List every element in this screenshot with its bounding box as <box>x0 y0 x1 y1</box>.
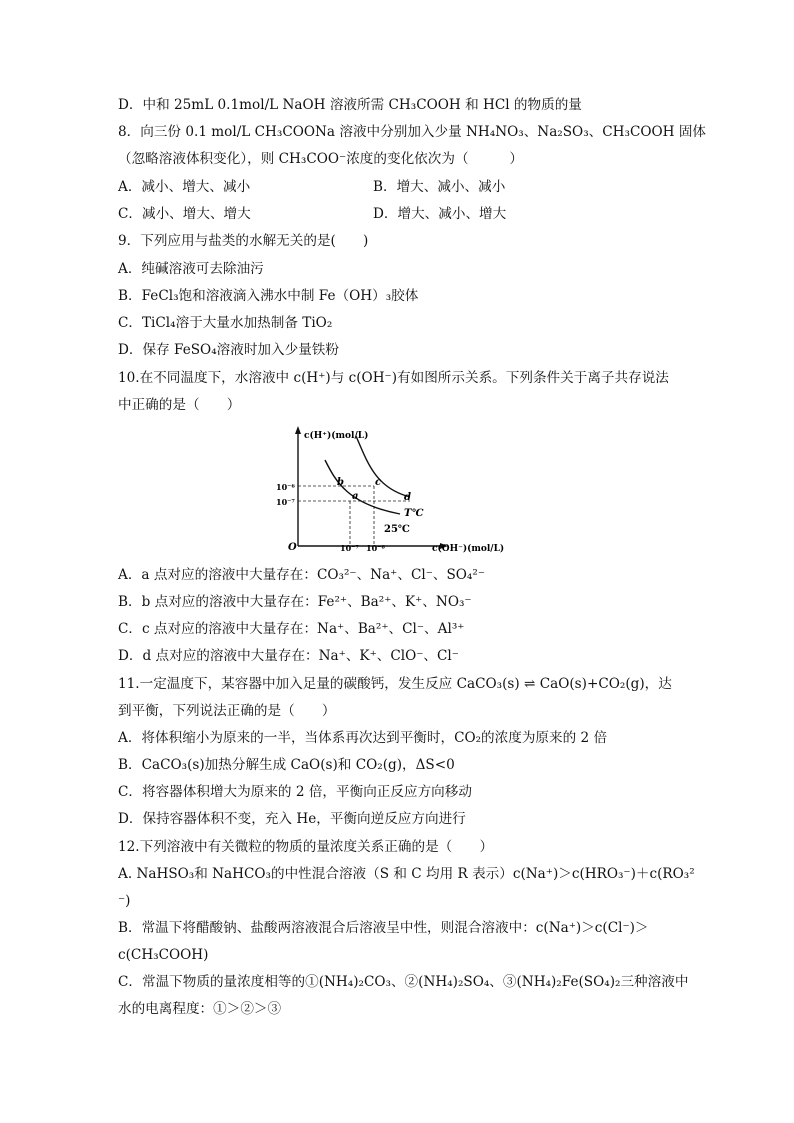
q9-option-a: A．纯碱溶液可去除油污 <box>118 261 264 277</box>
y-axis-arrow <box>295 426 301 434</box>
q11-option-d: D．保持容器体积不变，充入 He，平衡向逆反应方向进行 <box>118 811 466 827</box>
water-ionization-figure <box>270 422 525 554</box>
y-axis-label: c(H⁺)(mol/L) <box>304 431 369 441</box>
q10-option-a: A．a 点对应的溶液中大量存在：CO₃²⁻、Na⁺、Cl⁻、SO₄²⁻ <box>118 567 485 583</box>
q10-stem-line2: 中正确的是（ ） <box>118 397 241 413</box>
x-tick-2: 10⁻⁶ <box>366 543 385 553</box>
q8-option-a: A．减小、增大、减小 <box>118 179 251 195</box>
q9-option-d: D．保存 FeSO₄溶液时加入少量铁粉 <box>118 342 339 358</box>
q8-option-d: D．增大、减小、增大 <box>373 206 507 222</box>
q8-stem-line1: 8．向三份 0.1 mol/L CH₃COONa 溶液中分别加入少量 NH₄NO₃、Na₂SO₃、CH₃COOH 固体 <box>118 124 707 140</box>
point-d-label: d <box>404 492 411 503</box>
q12-option-c-line2: 水的电离程度：①＞②＞③ <box>118 1001 282 1017</box>
q9-option-c: C．TiCl₄溶于大量水加热制备 TiO₂ <box>118 315 333 331</box>
point-a-label: a <box>352 491 359 502</box>
q11-option-a: A．将体积缩小为原来的一半，当体系再次达到平衡时，CO₂的浓度为原来的 2 倍 <box>118 730 608 746</box>
point-c-label: c <box>375 477 382 488</box>
q7-option-d: D．中和 25mL 0.1mol/L NaOH 溶液所需 CH₃COOH 和 HCl 的物质的量 <box>118 97 582 113</box>
point-b-label: b <box>337 477 344 488</box>
q12-option-c-line1: C．常温下物质的量浓度相等的①(NH₄)₂CO₃、②(NH₄)₂SO₄、③(NH₄)₂Fe(SO₄)₂三种溶液中 <box>118 974 689 990</box>
q8-stem-line2: （忽略溶液体积变化），则 CH₃COO⁻浓度的变化依次为（ ） <box>118 151 523 167</box>
x-axis-label: c(OH⁻)(mol/L) <box>432 544 505 554</box>
q10-option-c: C．c 点对应的溶液中大量存在：Na⁺、Ba²⁺、Cl⁻、Al³⁺ <box>118 621 465 637</box>
q11-option-b: B．CaCO₃(s)加热分解生成 CaO(s)和 CO₂(g)，ΔS<0 <box>118 757 455 773</box>
origin-label: O <box>288 542 297 553</box>
q12-option-b-line1: B．常温下将醋酸钠、盐酸两溶液混合后溶液呈中性，则混合溶液中：c(Na⁺)＞c(Cl⁻)＞ <box>118 920 649 936</box>
q8-option-c: C．减小、增大、增大 <box>118 206 251 222</box>
q10-option-d: D．d 点对应的溶液中大量存在：Na⁺、K⁺、ClO⁻、Cl⁻ <box>118 648 459 664</box>
curve-25-label: 25℃ <box>384 524 410 535</box>
q12-stem: 12.下列溶液中有关微粒的物质的量浓度关系正确的是（ ） <box>118 839 494 855</box>
q10-stem-line1: 10.在不同温度下，水溶液中 c(H⁺)与 c(OH⁻)有如图所示关系。下列条件关于离子共存说法 <box>118 370 669 386</box>
y-tick-1: 10⁻⁶ <box>276 482 295 492</box>
q11-stem-line2: 到平衡，下列说法正确的是（ ） <box>118 703 336 719</box>
q11-option-c: C．将容器体积增大为原来的 2 倍，平衡向正反应方向移动 <box>118 784 472 800</box>
q12-option-a-line1: A. NaHSO₃和 NaHCO₃的中性混合溶液（S 和 C 均用 R 表示）c(Na⁺)＞c(HRO₃⁻)＋c(RO₃² <box>118 866 695 882</box>
q9-option-b: B．FeCl₃饱和溶液滴入沸水中制 Fe（OH）₃胶体 <box>118 288 419 304</box>
q9-stem: 9．下列应用与盐类的水解无关的是( ) <box>118 233 369 249</box>
q12-option-b-line2: c(CH₃COOH) <box>118 947 209 963</box>
q10-option-b: B．b 点对应的溶液中大量存在：Fe²⁺、Ba²⁺、K⁺、NO₃⁻ <box>118 594 472 610</box>
q12-option-a-line2: ⁻) <box>118 893 131 909</box>
x-tick-1: 10⁻⁷ <box>340 543 359 553</box>
q8-option-b: B．增大、减小、减小 <box>373 179 506 195</box>
curve-t-label: T℃ <box>404 508 424 519</box>
q11-stem-line1: 11.一定温度下，某容器中加入足量的碳酸钙，发生反应 CaCO₃(s) ⇌ CaO(s)+CO₂(g)，达 <box>118 676 672 692</box>
y-tick-2: 10⁻⁷ <box>276 497 295 507</box>
curve-t <box>356 436 410 497</box>
